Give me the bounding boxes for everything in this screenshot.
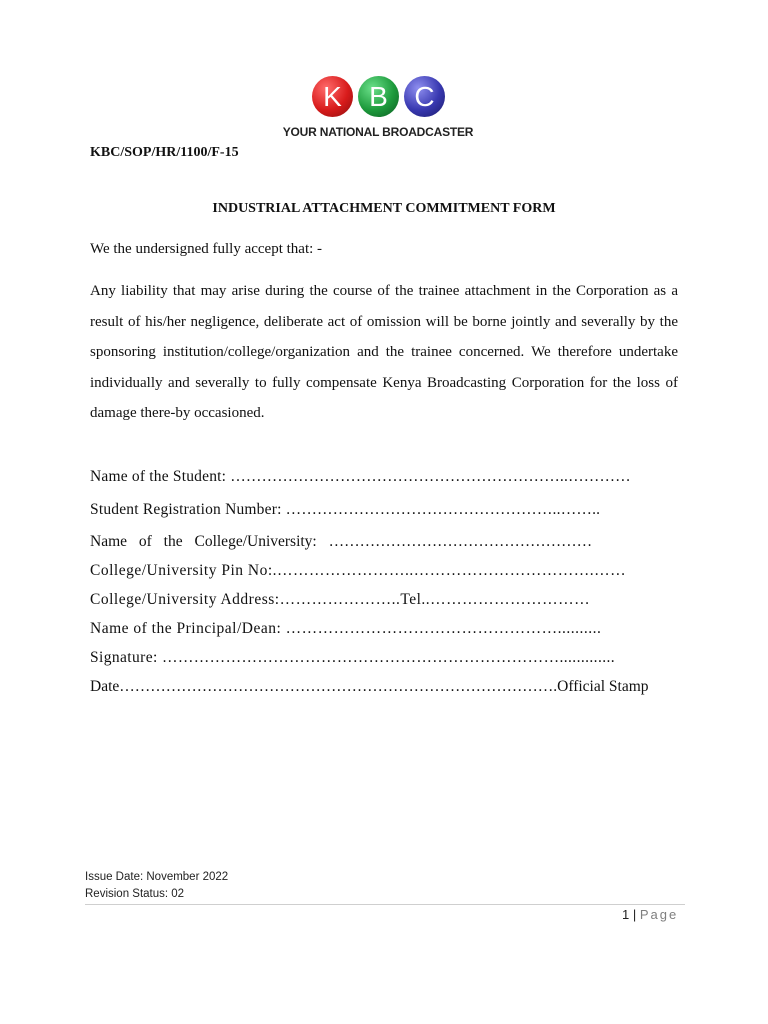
logo-letter-c: C bbox=[404, 76, 445, 117]
page-label: Page bbox=[639, 907, 679, 922]
field-date-stamp: Date………………………………………………………………………….Official Stamp bbox=[90, 678, 649, 695]
logo-circles bbox=[312, 74, 448, 120]
logo-letter-k: K bbox=[312, 76, 353, 117]
field-college-pin: College/University Pin No:.……………………..…………………………….…… bbox=[90, 562, 627, 579]
intro-text: We the undersigned fully accept that: - bbox=[90, 241, 323, 257]
page-number bbox=[622, 907, 678, 922]
form-title: INDUSTRIAL ATTACHMENT COMMITMENT FORM bbox=[212, 201, 556, 216]
field-student-name: Name of the Student: ………………………………………………………..………… bbox=[90, 468, 631, 485]
revision-status: Revision Status: 02 bbox=[85, 888, 185, 900]
footer-divider bbox=[85, 904, 685, 905]
issue-date: Issue Date: November 2022 bbox=[85, 871, 229, 883]
field-signature: Signature: …………………………………………………………………............. bbox=[90, 649, 616, 666]
field-principal-name: Name of the Principal/Dean: …………………………………………….......... bbox=[90, 620, 602, 637]
logo-tagline: YOUR NATIONAL BROADCASTER bbox=[282, 125, 474, 139]
logo-letter-b: B bbox=[358, 76, 399, 117]
page-number-value: 1 bbox=[622, 907, 630, 922]
page-separator: | bbox=[632, 907, 637, 922]
liability-paragraph: Any liability that may arise during the course of the trainee attachment in the Corporation as a result of his/her negligence, deliberate act of omission will be borne jointly and severally by the sponsoring institution/college/organization and the trainee concerned. We therefore undertake individually and severally to fully compensate Kenya Broadcasting Corporation for the loss of damage there-by occasioned. bbox=[90, 283, 678, 422]
field-college-address: College/University Address:…………………..Tel..………………………… bbox=[90, 591, 591, 608]
field-registration-number: Student Registration Number: ……………………………………………..…….. bbox=[90, 501, 601, 518]
field-college-name: Name of the College/University: …………………………………………… bbox=[90, 533, 593, 550]
document-number: KBC/SOP/HR/1100/F-15 bbox=[90, 145, 239, 160]
kbc-logo bbox=[278, 74, 478, 142]
